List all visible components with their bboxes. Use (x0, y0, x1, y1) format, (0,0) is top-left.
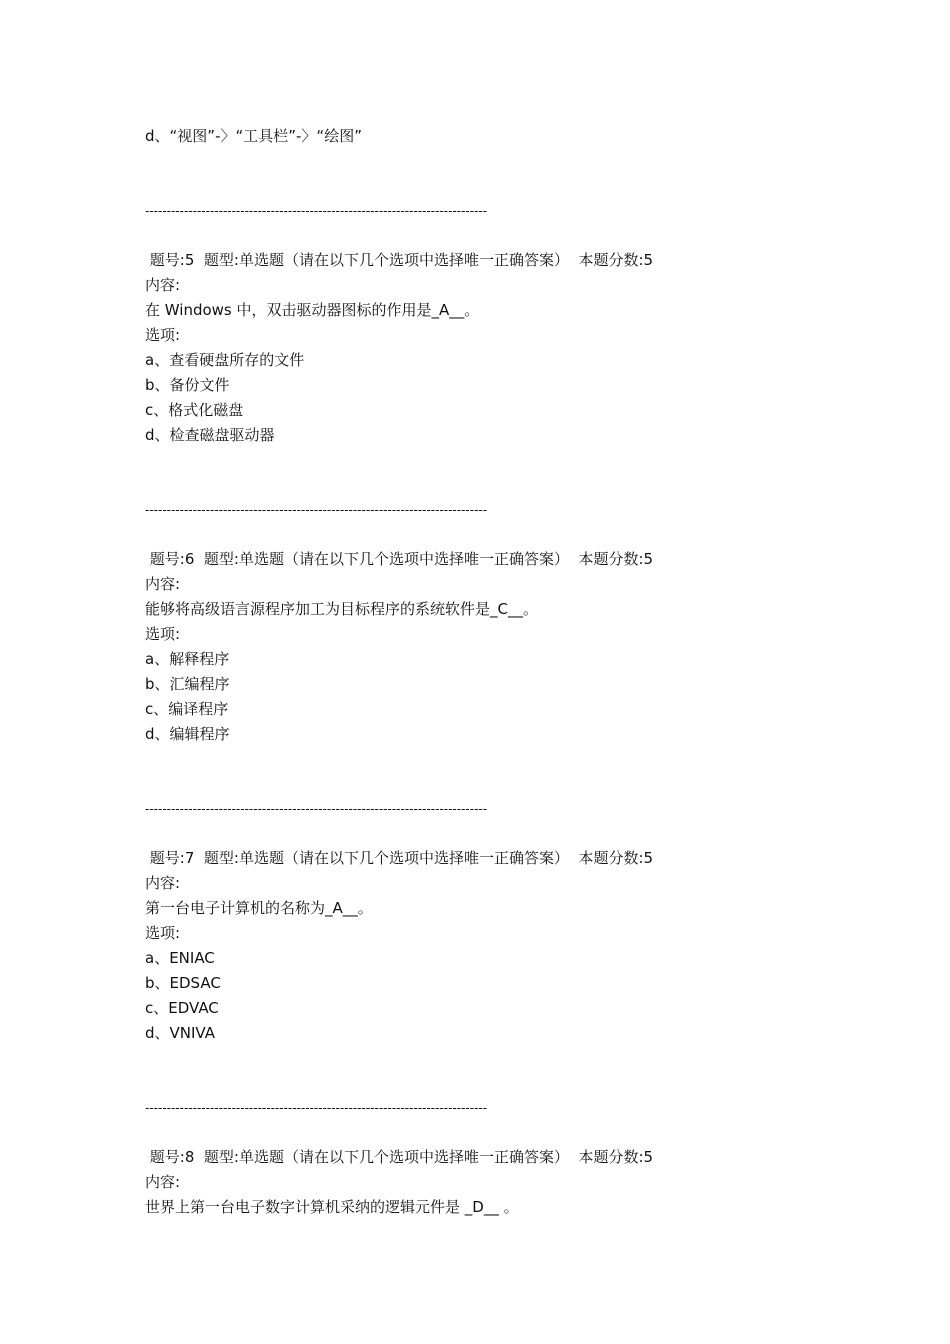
question-content: 世界上第一台电子数字计算机采纳的逻辑元件是 _D__ 。 (145, 1198, 519, 1216)
option-item: d、编辑程序 (145, 725, 230, 743)
separator-line: ------------------------------------------------------------------------------- (145, 802, 488, 816)
question-header: 题号:7 题型:单选题（请在以下几个选项中选择唯一正确答案） 本题分数:5 (145, 849, 654, 867)
option-item: d、“视图”-〉“工具栏”-〉“绘图” (145, 127, 362, 145)
option-item: a、解释程序 (145, 650, 230, 668)
separator-line: ------------------------------------------------------------------------------- (145, 503, 488, 517)
option-item: c、EDVAC (145, 999, 219, 1017)
question-content: 在 Windows 中，双击驱动器图标的作用是_A__。 (145, 301, 480, 319)
options-label: 选项: (145, 924, 181, 942)
content-label: 内容: (145, 1173, 181, 1191)
option-item: d、检查磁盘驱动器 (145, 426, 275, 444)
question-content: 能够将高级语言源程序加工为目标程序的系统软件是_C__。 (145, 600, 538, 618)
separator-line: ------------------------------------------------------------------------------- (145, 204, 488, 218)
content-label: 内容: (145, 575, 181, 593)
separator-line: ------------------------------------------------------------------------------- (145, 1101, 488, 1115)
question-header: 题号:5 题型:单选题（请在以下几个选项中选择唯一正确答案） 本题分数:5 (145, 251, 654, 269)
options-label: 选项: (145, 625, 181, 643)
option-item: b、EDSAC (145, 974, 221, 992)
option-item: c、编译程序 (145, 700, 229, 718)
option-item: d、VNIVA (145, 1024, 215, 1042)
content-label: 内容: (145, 276, 181, 294)
option-item: b、汇编程序 (145, 675, 230, 693)
option-item: a、ENIAC (145, 949, 215, 967)
options-label: 选项: (145, 326, 181, 344)
content-label: 内容: (145, 874, 181, 892)
option-item: a、查看硬盘所存的文件 (145, 351, 305, 369)
question-header: 题号:6 题型:单选题（请在以下几个选项中选择唯一正确答案） 本题分数:5 (145, 550, 654, 568)
question-header: 题号:8 题型:单选题（请在以下几个选项中选择唯一正确答案） 本题分数:5 (145, 1148, 654, 1166)
option-item: b、备份文件 (145, 376, 230, 394)
option-item: c、格式化磁盘 (145, 401, 244, 419)
question-content: 第一台电子计算机的名称为_A__。 (145, 899, 373, 917)
